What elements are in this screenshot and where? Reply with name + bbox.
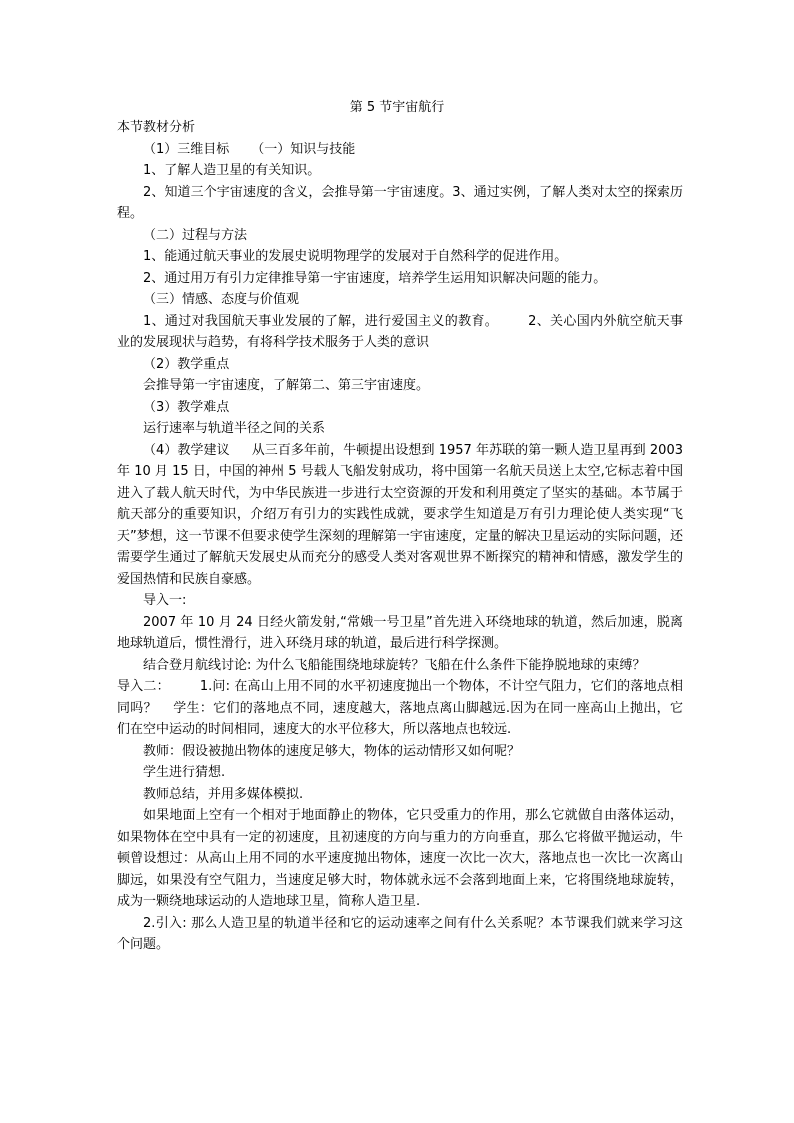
document-body — [117, 117, 683, 956]
heading-text: （1）三维目标 — [143, 141, 230, 157]
text-run: 1.问: 在高山上用不同的水平初速度抛出一个物体，不计空气阻力，它们的落地点相同吗？ — [117, 679, 683, 716]
text-run: （4）教学建议 — [143, 442, 230, 458]
text-run: 学生：它们的落地点不同，速度越大，落地点离山脚越远.因为在同一座高山上抛出，它们在空中运动的时间相同，速度大的水平位移大，所以落地点也较远. — [117, 700, 683, 737]
paragraph: 1、能通过航天事业的发展史说明物理学的发展对于自然科学的促进作用。 — [143, 249, 568, 264]
page-title: 第 5 节宇宙航行 — [349, 100, 445, 115]
paragraph — [117, 440, 683, 591]
paragraph: 学生进行猜想. — [143, 765, 226, 780]
paragraph — [117, 311, 683, 354]
paragraph: 2007 年 10 月 24 日经火箭发射,“常娥一号卫星”首先进入环绕地球的轨道，然后加速，脱离地球轨道后，惯性滑行，进入环绕月球的轨道，最后进行科学探测。 — [117, 614, 683, 651]
paragraph: 运行速率与轨道半径之间的关系 — [143, 421, 326, 436]
paragraph: 会推导第一宇宙速度，了解第二、第三宇宙速度。 — [143, 378, 430, 393]
paragraph: 1、了解人造卫星的有关知识。 — [143, 163, 321, 178]
paragraph: 如果地面上空有一个相对于地面静止的物体，它只受重力的作用，那么它就做自由落体运动，如果物体在空中具有一定的初速度，且初速度的方向与重力的方向垂直，那么它将做平抛运动，牛顿曾设想过：从高山上用不同的水平速度抛出物体，速度一次比一次大，落地点也一次比一次离山脚远，如果没有空气阻力，当速度足够大时，物体就永远不会落到地面上来，它将围绕地球旋转，成为一颗绕地球运动的人造地球卫星，简称人造卫星. — [117, 808, 683, 909]
paragraph: （三）情感、态度与价值观 — [143, 292, 300, 307]
paragraph — [117, 139, 683, 161]
paragraph: （2）教学重点 — [143, 356, 230, 372]
paragraph: 2、知道三个宇宙速度的含义，会推导第一宇宙速度。3、通过实例，了解人类对太空的探索历程。 — [117, 184, 683, 221]
text-run: 从三百多年前，牛顿提出设想到 1957 年苏联的第一颗人造卫星再到 2003 年 10 月 15 日，中国的神州 5 号载人飞船发射成功，将中国第一名航天员送上太空,它标志着中国进入了载人航天时代，为中华民族进一步进行太空资源的开发和利用奠定了坚实的基础。本节属于航天部分的重要知识，介绍万有引力的实践性成就，要求学生知道是万有引力理论使人类实现“飞天”梦想，这一节课不但要求使学生深刻的理解第一宇宙速度，定量的解决卫星运动的实际问题，还需要学生通过了解航天发展史从而充分的感受人类对客观世界不断探究的精神和情感，激发学生的爱国热情和民族自豪感。 — [117, 442, 683, 587]
paragraph: （3）教学难点 — [143, 399, 230, 415]
paragraph: （二）过程与方法 — [143, 227, 248, 243]
paragraph: 教师总结，并用多媒体模拟. — [143, 786, 304, 802]
heading-text: （一）知识与技能 — [251, 141, 356, 157]
text-run: 导入二： — [117, 679, 170, 694]
paragraph: 2.引入: 那么人造卫星的轨道半径和它的运动速率之间有什么关系呢？本节课我们就来学习这个问题。 — [117, 915, 683, 952]
text-run: 2、关心国内外航空航天事业的发展现状与趋势，有将科学技术服务于人类的意识 — [117, 313, 683, 350]
section-heading: 本节教材分析 — [117, 120, 196, 135]
paragraph: 导入一: — [143, 593, 187, 608]
paragraph — [117, 676, 683, 741]
paragraph: 2、通过用万有引力定律推导第一宇宙速度，培养学生运用知识解决问题的能力。 — [143, 270, 607, 286]
text-run: 1、通过对我国航天事业发展的了解，进行爱国主义的教育。 — [143, 313, 499, 329]
paragraph: 结合登月航线讨论: 为什么飞船能围绕地球旋转？飞船在什么条件下能挣脱地球的束缚？ — [143, 657, 646, 673]
paragraph: 教师：假设被抛出物体的速度足够大，物体的运动情形又如何呢？ — [143, 743, 521, 759]
